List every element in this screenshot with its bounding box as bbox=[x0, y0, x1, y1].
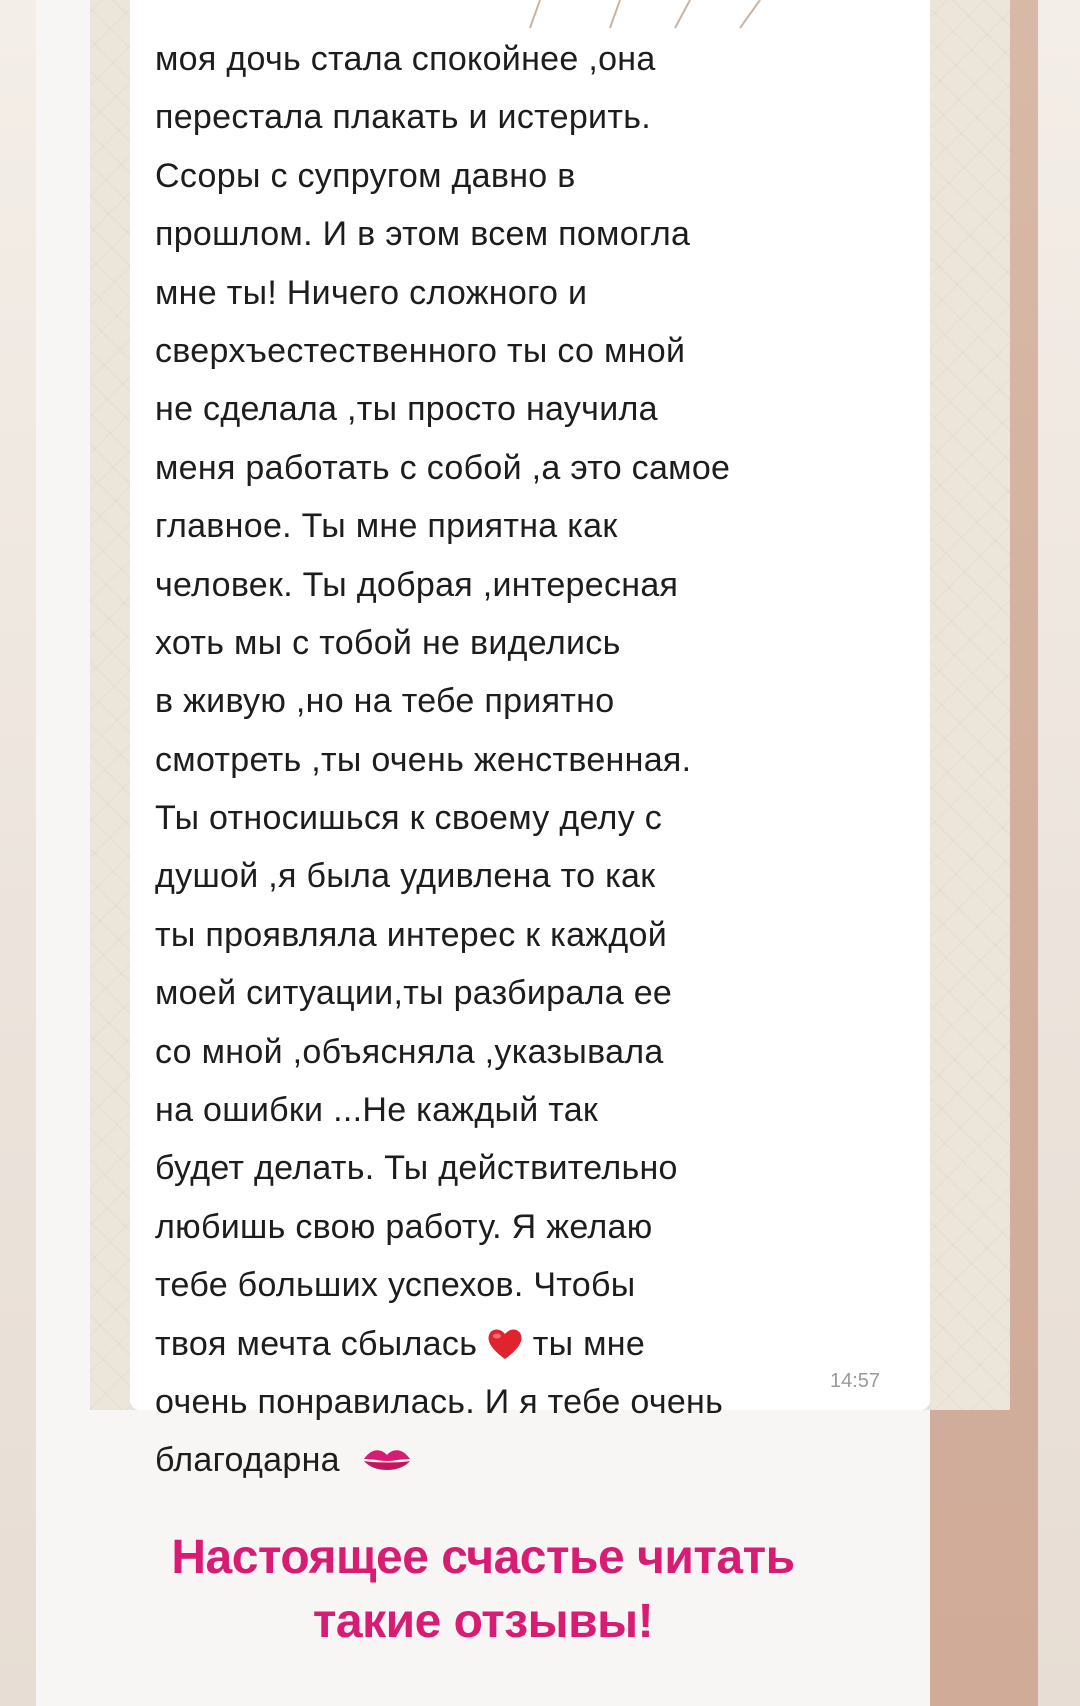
message-line: смотреть ,ты очень женственная. bbox=[155, 740, 692, 779]
message-line: тебе больших успехов. Чтобы bbox=[155, 1266, 636, 1305]
message-line: Ты относишься к своему делу с bbox=[155, 799, 663, 838]
message-line: прошлом. И в этом всем помогла bbox=[155, 215, 691, 254]
message-line: не сделала ,ты просто научила bbox=[155, 390, 658, 429]
message-line: сверхъестественного ты со мной bbox=[155, 331, 686, 370]
message-line: моя дочь стала спокойнее ,она bbox=[155, 40, 656, 78]
message-line: Ссоры с супругом давно в bbox=[155, 156, 576, 195]
message-line: будет делать. Ты действительно bbox=[155, 1149, 678, 1188]
message-line: меня работать с собой ,а это самое bbox=[155, 448, 731, 487]
kiss-mark-icon bbox=[360, 1443, 414, 1477]
message-line-kiss bbox=[155, 1431, 895, 1489]
message-line-heart-before: твоя мечта сбылась bbox=[155, 1324, 478, 1363]
message-line: перестала плакать и истерить. bbox=[155, 98, 651, 137]
message-line: в живую ,но на тебе приятно bbox=[155, 682, 615, 721]
caption-line-1: Настоящее счастье читать bbox=[171, 1531, 795, 1584]
message-line: ты проявляла интерес к каждой bbox=[155, 915, 667, 954]
message-line-heart-after: ты мне bbox=[532, 1324, 646, 1363]
decorative-strokes bbox=[470, 0, 830, 30]
heart-icon bbox=[487, 1327, 523, 1361]
message-timestamp: 14:57 bbox=[830, 1370, 881, 1392]
message-line: моей ситуации,ты разбирала ее bbox=[155, 974, 673, 1013]
message-line: очень понравилась. И я тебе очень bbox=[155, 1382, 724, 1421]
caption-line-2: такие отзывы! bbox=[312, 1595, 654, 1648]
message-text bbox=[155, 30, 895, 1490]
message-line: мне ты! Ничего сложного и bbox=[155, 273, 588, 312]
message-line-last: благодарна bbox=[155, 1441, 340, 1480]
message-line: любишь свою работу. Я желаю bbox=[155, 1207, 653, 1246]
message-line: душой ,я была удивлена то как bbox=[155, 857, 656, 896]
message-line: главное. Ты мне приятна как bbox=[155, 507, 618, 546]
message-line: на ошибки ...Не каждый так bbox=[155, 1091, 599, 1130]
message-line: человек. Ты добрая ,интересная bbox=[155, 565, 679, 604]
message-line: со мной ,объясняла ,указывала bbox=[155, 1032, 664, 1071]
message-line-heart bbox=[155, 1315, 895, 1373]
message-line: хоть мы с тобой не виделись bbox=[155, 623, 621, 662]
